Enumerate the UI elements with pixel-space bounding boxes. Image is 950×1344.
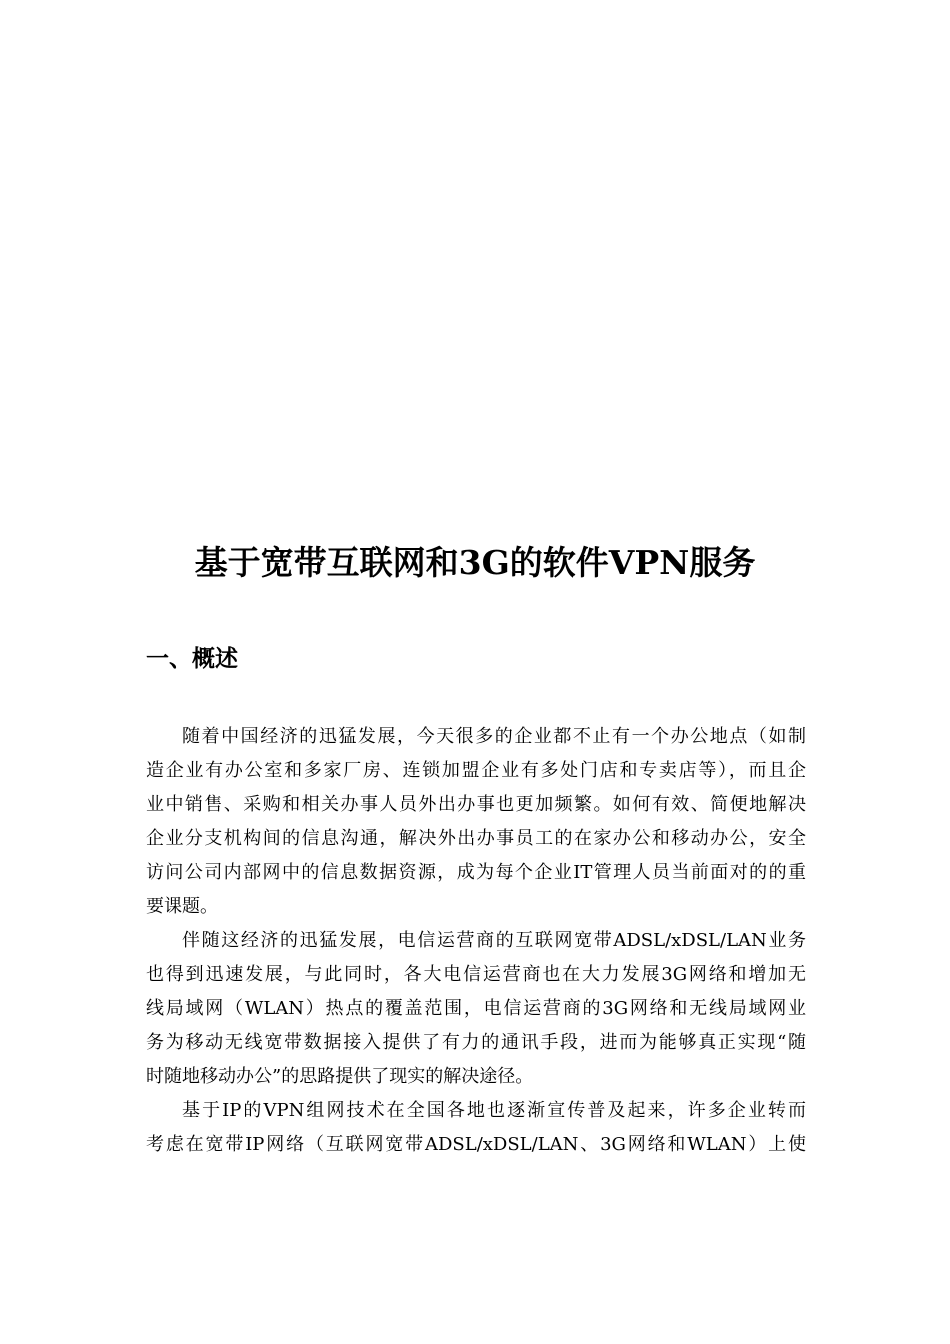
- paragraph-line: 造企业有办公室和多家厂房、连锁加盟企业有多处门店和专卖店等），而且企: [146, 760, 806, 781]
- paragraph-line: 访问公司内部网中的信息数据资源，成为每个企业IT管理人员当前面对的的重: [146, 862, 806, 883]
- paragraph-3: [146, 1094, 806, 1162]
- paragraph-2: [146, 924, 806, 1094]
- paragraph-line: 企业分支机构间的信息沟通，解决外出办事员工的在家办公和移动办公，安全: [146, 828, 806, 849]
- paragraph-line: 也得到迅速发展，与此同时，各大电信运营商也在大力发展3G网络和增加无: [146, 964, 806, 985]
- paragraph-1: [146, 720, 806, 924]
- paragraph-line: 时随地移动办公”的思路提供了现实的解决途径。: [146, 1066, 534, 1087]
- document-title: 基于宽带互联网和3G的软件VPN服务: [194, 543, 756, 582]
- paragraph-line: 要课题。: [146, 896, 218, 917]
- paragraph-line: 考虑在宽带IP网络（互联网宽带ADSL/xDSL/LAN、3G网络和WLAN）上使: [146, 1134, 806, 1155]
- paragraph-line: 务为移动无线宽带数据接入提供了有力的通讯手段，进而为能够真正实现“随: [146, 1032, 806, 1053]
- body-text: [146, 720, 806, 1162]
- paragraph-line: 业中销售、采购和相关办事人员外出办事也更加频繁。如何有效、简便地解决: [146, 794, 806, 815]
- paragraph-line: 线局域网（WLAN）热点的覆盖范围，电信运营商的3G网络和无线局域网业: [146, 998, 806, 1019]
- section-heading-overview: 一、概述: [146, 645, 238, 672]
- paragraph-line: 随着中国经济的迅猛发展，今天很多的企业都不止有一个办公地点（如制: [182, 726, 806, 747]
- paragraph-line: 基于IP的VPN组网技术在全国各地也逐渐宣传普及起来，许多企业转而: [182, 1100, 806, 1121]
- paragraph-line: 伴随这经济的迅猛发展，电信运营商的互联网宽带ADSL/xDSL/LAN业务: [182, 930, 806, 951]
